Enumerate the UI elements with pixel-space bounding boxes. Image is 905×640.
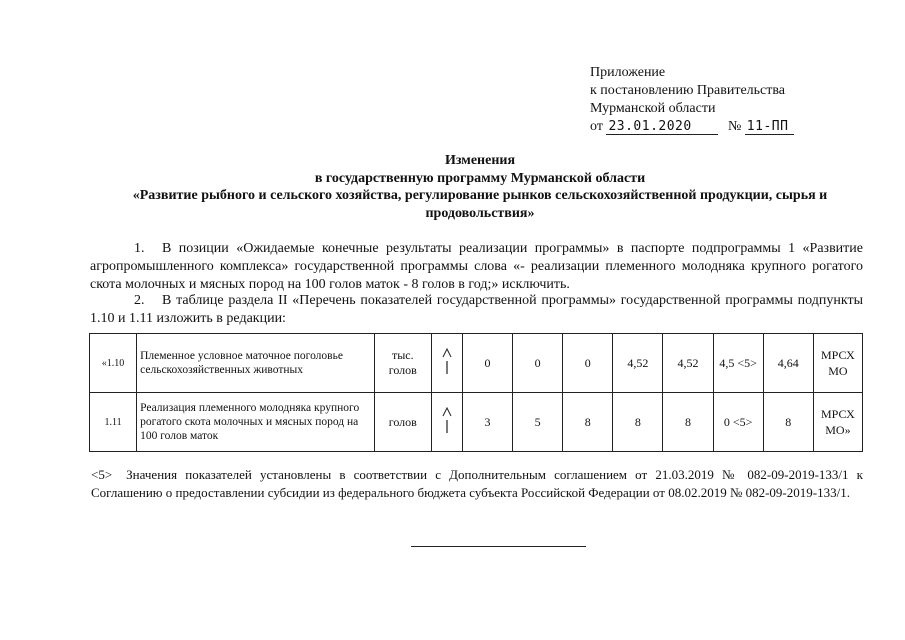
appendix-date-number-line	[590, 118, 794, 136]
row-value: 0	[462, 334, 512, 393]
row-value: 0	[513, 334, 563, 393]
paragraph-1	[90, 240, 863, 294]
row-value: 4,52	[613, 334, 663, 393]
appendix-title: Приложение	[590, 65, 666, 80]
paragraph-text: В таблице раздела II «Перечень показателей государственной программы» государственной программы подпункты 1.10 и 1.11 изложить в редакции:	[90, 293, 863, 326]
date-prefix: от	[590, 119, 603, 134]
paragraph-text: В позиции «Ожидаемые конечные результаты реализации программы» в паспорте подпрограммы 1 «Развитие агропромышленного комплекса» государственной программы слова «- реализации племенного молодняка крупного рогатого скота молочных и мясных пород на 100 голов маток - 8 голов в год;» исключить.	[90, 241, 863, 292]
paragraph-number: 2.	[134, 293, 145, 308]
number-value: 11-ПП	[745, 119, 795, 135]
row-value: 0 <5>	[713, 393, 763, 452]
table-row	[90, 393, 863, 452]
paragraph-number: 1.	[134, 241, 145, 256]
heading-program-name: «Развитие рыбного и сельского хозяйства, регулирование рынков сельскохозяйственной продукции, сырья и	[132, 188, 828, 203]
row-code: 1.11	[90, 393, 137, 452]
closing-divider	[411, 546, 586, 547]
row-unit: голов	[374, 393, 431, 452]
number-prefix: №	[727, 119, 742, 134]
appendix-block	[590, 64, 794, 136]
row-indicator-name: Племенное условное маточное поголовье сельскохозяйственных животных	[137, 334, 375, 393]
up-arrow-icon	[440, 405, 454, 435]
row-value: 4,64	[763, 334, 813, 393]
appendix-resolution-line: к постановлению Правительства	[590, 83, 786, 98]
row-responsible: МРСХ МО	[813, 334, 862, 393]
up-arrow-icon	[440, 346, 454, 376]
indicators-table	[89, 333, 863, 452]
date-value: 23.01.2020	[606, 119, 718, 135]
row-direction	[431, 334, 462, 393]
row-code: «1.10	[90, 334, 137, 393]
row-value: 8	[613, 393, 663, 452]
paragraph-2	[90, 292, 863, 328]
row-unit: тыс. голов	[374, 334, 431, 393]
row-value: 8	[563, 393, 613, 452]
row-direction	[431, 393, 462, 452]
heading-subtitle: в государственную программу Мурманской области	[314, 170, 646, 186]
footnote-text: Значения показателей установлены в соответствии с Дополнительным соглашением от 21.03.2019 № 082-09-2019-133/1 к Соглашению о предоставлении субсидии из федерального бюджета субъекта Российской Федерации от 08.02.2019 № 082-09-2019-133/1.	[91, 467, 863, 500]
row-value: 4,52	[663, 334, 713, 393]
row-value: 4,5 <5>	[713, 334, 763, 393]
row-value: 5	[513, 393, 563, 452]
row-value: 8	[763, 393, 813, 452]
row-indicator-name: Реализация племенного молодняка крупного рогатого скота молочных и мясных пород на 100 голов маток	[137, 393, 375, 452]
heading-title: Изменения	[444, 153, 516, 168]
row-value: 3	[462, 393, 512, 452]
footnote-mark: <5>	[91, 467, 113, 482]
row-responsible: МРСХ МО»	[813, 393, 862, 452]
row-value: 0	[563, 334, 613, 393]
row-value: 8	[663, 393, 713, 452]
heading-program-name-end: продовольствия»	[425, 205, 535, 221]
document-heading	[70, 152, 890, 222]
appendix-region-line: Мурманской области	[590, 101, 716, 116]
table-row	[90, 334, 863, 393]
footnote	[91, 466, 863, 502]
